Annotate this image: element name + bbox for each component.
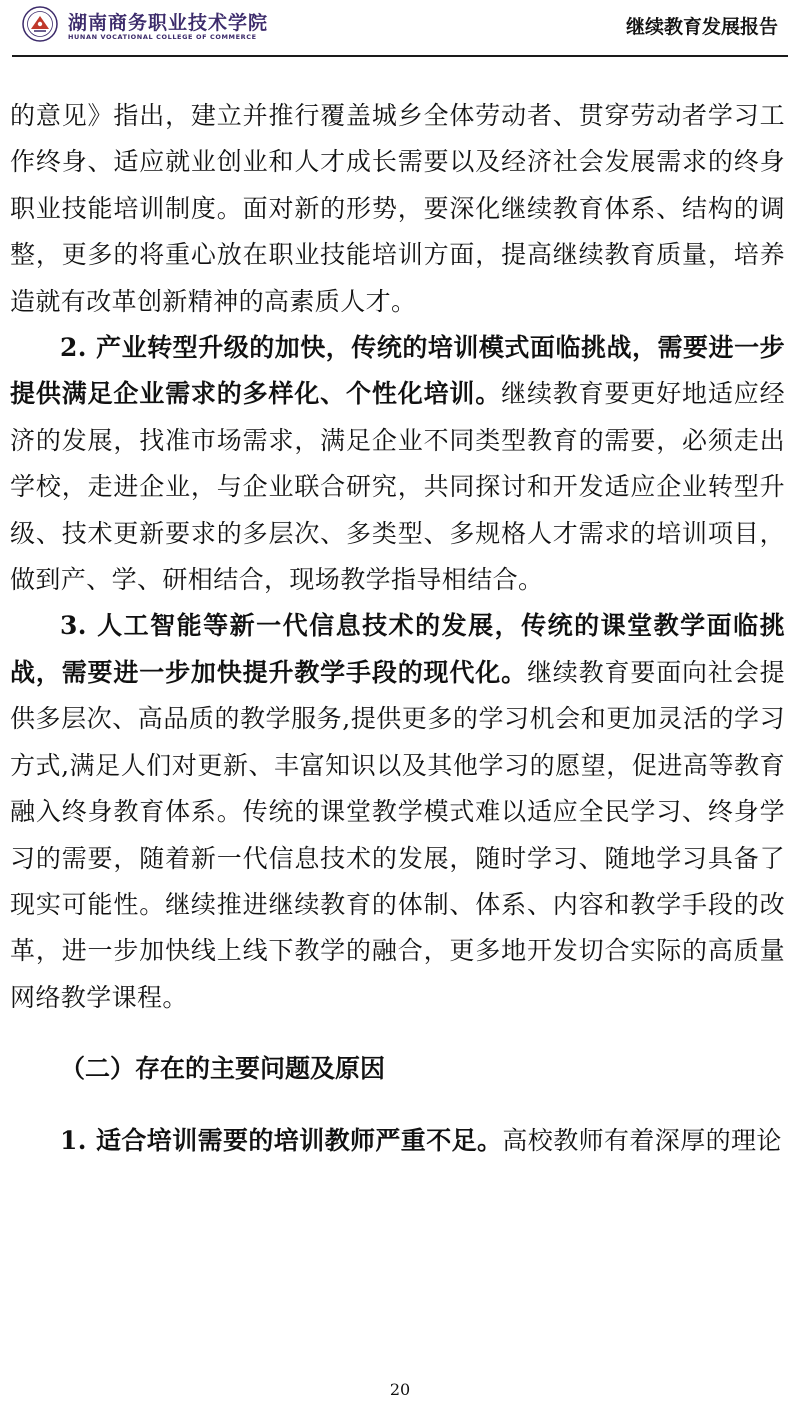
school-name-en: HUNAN VOCATIONAL COLLEGE OF COMMERCE [68, 33, 257, 41]
paragraph-4-text: 高校教师有着深厚的理论 [502, 1125, 782, 1155]
paragraph-1: 的意见》指出，建立并推行覆盖城乡全体劳动者、贯穿劳动者学习工作终身、适应就业创业和人才成长需要以及经济社会发展需求的终身职业技能培训制度。面对新的形势，要深化继续教育体系、结构的调整，更多的将重心放在职业技能培训方面，提高继续教育质量，培养造就有改革创新精神的高素质人才。 [10, 101, 785, 316]
school-name-cn: 湖南商务职业技术学院 [68, 12, 269, 34]
paragraph-3-text: 继续教育要面向社会提供多层次、高品质的教学服务,提供更多的学习机会和更加灵活的学习方式,满足人们对更新、丰富知识以及其他学习的愿望，促进高等教育融入终身教育体系。传统的课堂教学模式难以适应全民学习、终身学习的需要，随着新一代信息技术的发展，随时学习、随地学习具备了现实可能性。继续推进继续教育的体制、体系、内容和教学手段的改革，进一步加快线上线下教学的融合，更多地开发切合实际的高质量网络教学课程。 [10, 657, 785, 1012]
paragraph-2-text: 继续教育要更好地适应经济的发展，找准市场需求，满足企业不同类型教育的需要，必须走出学校，走进企业，与企业联合研究，共同探讨和开发适应企业转型升级、技术更新要求的多层次、多类型、多规格人才需求的培训项目，做到产、学、研相结合，现场教学指导相结合。 [10, 379, 785, 595]
paragraph-4 [10, 1118, 785, 1164]
page-number: 20 [389, 1380, 411, 1399]
paragraph-3 [10, 603, 785, 1021]
document-body [10, 93, 785, 1164]
section-heading: （二）存在的主要问题及原因 [60, 1054, 386, 1084]
paragraph-4-lead: 1. 适合培训需要的培训教师严重不足。 [60, 1125, 503, 1155]
paragraph-3-lead: 3. 人工智能等新一代信息技术的发展，传统的课堂教学面临挑战，需要进一步加快提升教学手段的现代化。 [10, 611, 785, 687]
college-seal-icon [22, 6, 58, 42]
paragraph-2 [10, 325, 785, 603]
page-header [12, 0, 788, 57]
paragraph-2-lead: 2. 产业转型升级的加快，传统的培训模式面临挑战，需要进一步提供满足企业需求的多样化、个性化培训。 [10, 333, 785, 409]
report-title: 继续教育发展报告 [625, 16, 778, 38]
